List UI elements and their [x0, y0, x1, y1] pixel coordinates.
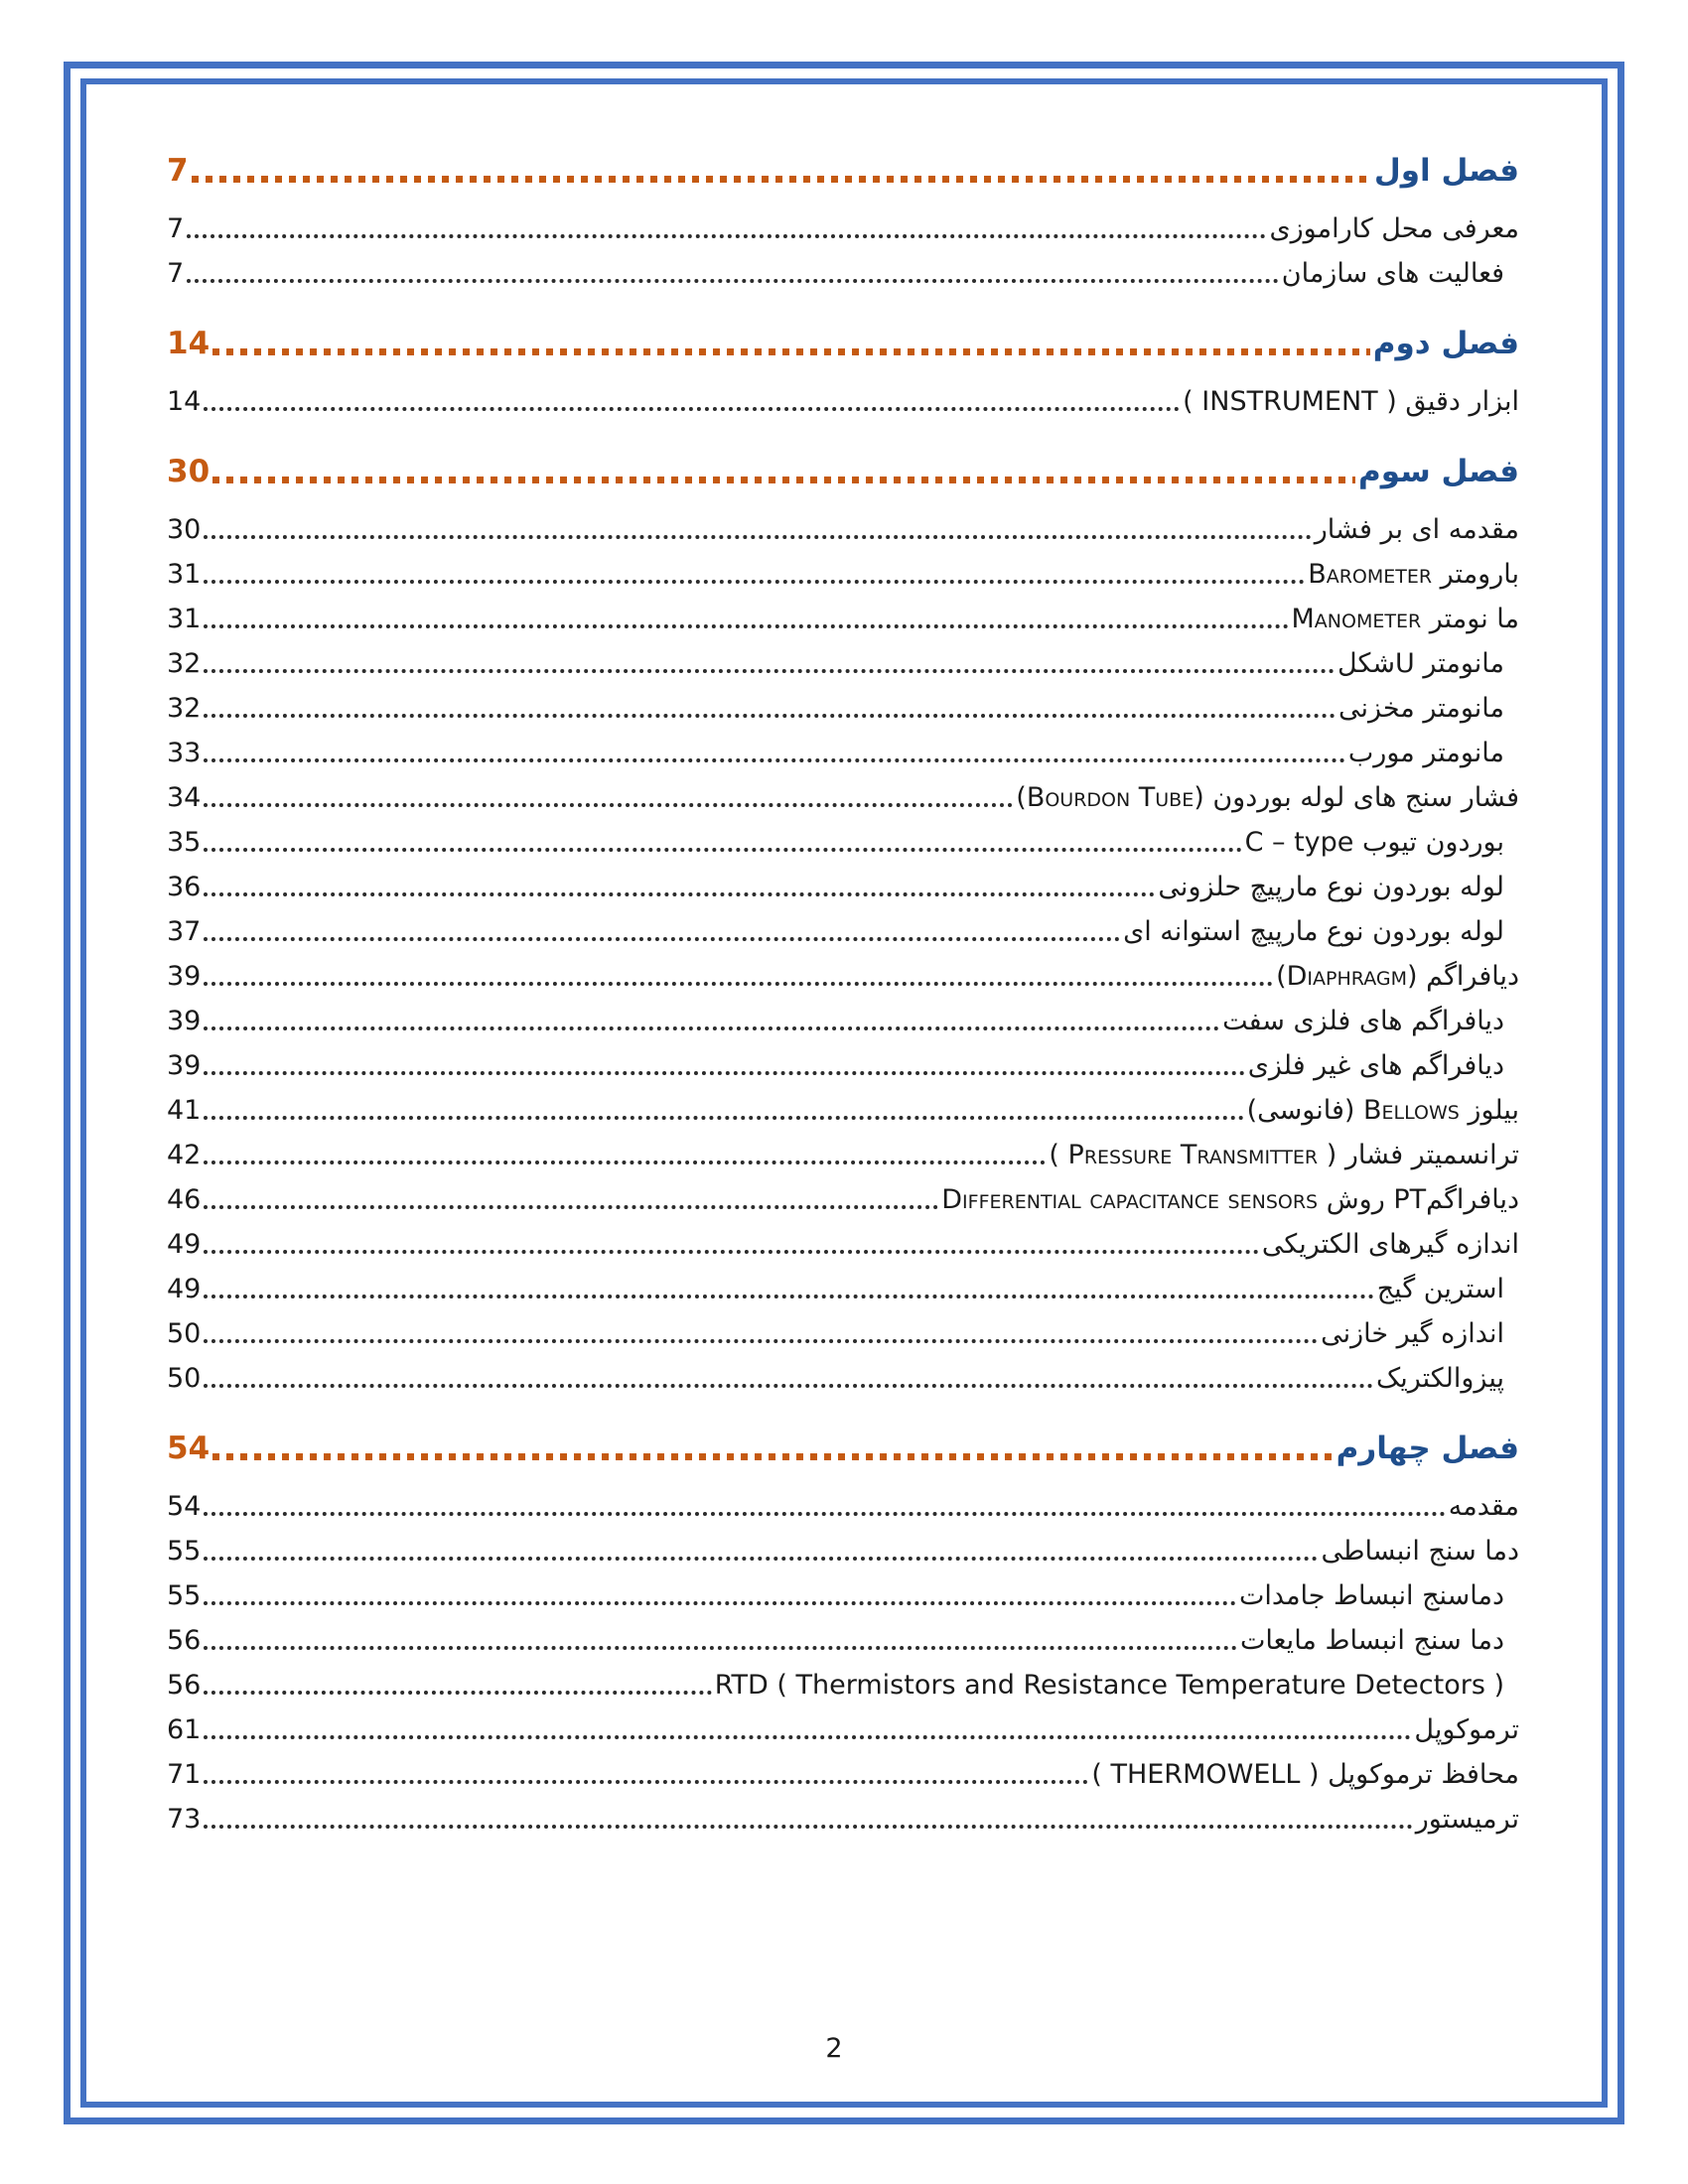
- toc-chapter-row[interactable]: [167, 149, 1519, 193]
- toc-entry-title: استرین گیج: [1376, 1274, 1504, 1304]
- toc-entry-row[interactable]: [167, 256, 1519, 292]
- toc-entry-title: مانومتر مورب: [1347, 738, 1504, 768]
- toc-entry-row[interactable]: [167, 602, 1519, 637]
- toc-entry-title: مانومتر Uشکل: [1337, 648, 1504, 679]
- toc-dot-leader: [212, 477, 1355, 483]
- toc-entry-title: اندازه گیر خازنی: [1321, 1318, 1504, 1349]
- toc-entry-row[interactable]: [167, 1712, 1519, 1748]
- toc-entry-title: پیزوالکتریک: [1376, 1363, 1504, 1394]
- toc-dot-leader: [192, 176, 1371, 183]
- toc-entry-title: دیافراگم های غیر فلزی: [1247, 1050, 1504, 1081]
- toc-page-number: 36: [167, 872, 202, 902]
- toc-page-number: 30: [167, 454, 211, 489]
- toc-entry-title: دیافراگم های فلزی سفت: [1222, 1006, 1504, 1036]
- toc-page-number: 31: [167, 604, 202, 634]
- toc-page-number: 35: [167, 827, 202, 858]
- toc-page-number: 7: [167, 213, 185, 244]
- toc-entry-row[interactable]: [167, 1316, 1519, 1352]
- toc-page-number: 7: [167, 258, 185, 289]
- toc-page-number: 39: [167, 1006, 202, 1036]
- toc-entry-title: محافظ ترموکوپل ( THERMOWELL ): [1091, 1759, 1519, 1790]
- toc-entry-title: RTD ( Thermistors and Resistance Temperature Detectors ): [714, 1670, 1504, 1701]
- toc-entry-title: ترمیستور: [1415, 1804, 1519, 1835]
- toc-entry-row[interactable]: [167, 870, 1519, 905]
- toc-page-number: 42: [167, 1140, 202, 1170]
- toc-page-number: 55: [167, 1580, 202, 1611]
- toc-page-number: 31: [167, 559, 202, 590]
- toc-page-number: 33: [167, 738, 202, 768]
- toc-entry-row[interactable]: [167, 1272, 1519, 1307]
- toc-dot-leader: [204, 1339, 1318, 1343]
- toc-entry-row[interactable]: [167, 1668, 1519, 1704]
- toc-entry-row[interactable]: [167, 1534, 1519, 1570]
- toc-chapter-title: فصل چهارم: [1336, 1431, 1519, 1466]
- toc-dot-leader: [204, 580, 1305, 584]
- toc-page-number: 46: [167, 1184, 202, 1215]
- toc-page-number: 14: [167, 386, 202, 417]
- toc-chapter-title: فصل اول: [1373, 153, 1519, 189]
- toc-dot-leader: [204, 1735, 1411, 1739]
- toc-entry-row[interactable]: [167, 736, 1519, 771]
- toc-dot-leader: [204, 1026, 1219, 1030]
- toc-chapter-title: فصل دوم: [1372, 326, 1519, 361]
- toc-entry-title: ترموکوپل: [1414, 1714, 1519, 1745]
- toc-entry-title: بارومتر Barometer: [1308, 559, 1519, 590]
- toc-dot-leader: [204, 1691, 711, 1695]
- toc-dot-leader: [204, 1250, 1258, 1254]
- toc-dot-leader: [204, 1557, 1318, 1561]
- toc-dot-leader: [204, 758, 1345, 762]
- toc-entry-row[interactable]: [167, 1361, 1519, 1397]
- toc-entry-row[interactable]: [167, 1004, 1519, 1039]
- toc-page-number: 41: [167, 1095, 202, 1126]
- toc-entry-title: دما سنج انبساط مایعات: [1240, 1625, 1504, 1656]
- toc-entry-title: مقدمه ای بر فشار: [1314, 514, 1519, 545]
- toc-page-number: 56: [167, 1670, 202, 1701]
- toc-entry-row[interactable]: [167, 1489, 1519, 1525]
- toc-page-number: 32: [167, 648, 202, 679]
- toc-dot-leader: [204, 1646, 1237, 1650]
- toc-dot-leader: [187, 234, 1266, 238]
- toc-page-number: 73: [167, 1804, 202, 1835]
- toc-entry-title: ما نومتر Manometer: [1291, 604, 1519, 634]
- toc-dot-leader: [204, 803, 1013, 807]
- toc-entry-row[interactable]: [167, 825, 1519, 861]
- toc-entry-row[interactable]: [167, 1227, 1519, 1263]
- toc-chapter-row[interactable]: [167, 322, 1519, 365]
- toc-page-number: 71: [167, 1759, 202, 1790]
- toc-dot-leader: [204, 1384, 1373, 1388]
- toc-page-number: 30: [167, 514, 202, 545]
- toc-entry-row[interactable]: [167, 1757, 1519, 1793]
- toc-page-number: 49: [167, 1229, 202, 1260]
- toc-entry-title: مقدمه: [1448, 1491, 1519, 1522]
- toc-page-number: 54: [167, 1431, 211, 1466]
- toc-dot-leader: [204, 1780, 1088, 1784]
- toc-entry-row[interactable]: [167, 384, 1519, 420]
- toc-entry-row[interactable]: [167, 780, 1519, 816]
- toc-page-number: 37: [167, 916, 202, 947]
- toc-chapter-row[interactable]: [167, 450, 1519, 493]
- toc-dot-leader: [204, 1825, 1412, 1829]
- toc-entry-title: ترانسمیتر فشار ( Pressure Transmitter ): [1049, 1140, 1519, 1170]
- toc-entry-row[interactable]: [167, 1578, 1519, 1614]
- toc-entry-row[interactable]: [167, 914, 1519, 950]
- toc-entry-title: لوله بوردون نوع مارپیچ حلزونی: [1158, 872, 1504, 902]
- toc-dot-leader: [204, 535, 1311, 539]
- toc-dot-leader: [187, 279, 1279, 283]
- toc-entry-title: بیلوز Bellows (فانوسی): [1246, 1095, 1519, 1126]
- toc-page-number: 39: [167, 1050, 202, 1081]
- toc-dot-leader: [204, 848, 1241, 852]
- toc-dot-leader: [204, 624, 1288, 628]
- toc-entry-row[interactable]: [167, 691, 1519, 727]
- toc-entry-title: لوله بوردون نوع مارپیچ استوانه ای: [1123, 916, 1504, 947]
- toc-entry-row[interactable]: [167, 1138, 1519, 1173]
- toc-entry-title: بوردون تیوب C – type: [1244, 827, 1504, 858]
- toc-entry-row[interactable]: [167, 1182, 1519, 1218]
- toc-entry-title: مانومتر مخزنی: [1337, 693, 1504, 724]
- toc-page-number: 56: [167, 1625, 202, 1656]
- toc-page-number: 39: [167, 961, 202, 992]
- toc-page-number: 55: [167, 1536, 202, 1567]
- toc-entry-row[interactable]: [167, 211, 1519, 247]
- toc-entry-row[interactable]: [167, 1802, 1519, 1838]
- toc-entry-row[interactable]: [167, 646, 1519, 682]
- toc-page-number: 7: [167, 153, 189, 189]
- toc-entry-row[interactable]: [167, 1623, 1519, 1659]
- toc-dot-leader: [204, 407, 1180, 411]
- toc-dot-leader: [204, 1601, 1236, 1605]
- toc-dot-leader: [204, 982, 1273, 986]
- toc-dot-leader: [212, 1453, 1334, 1460]
- toc-entry-title: دیافراگم (Diaphragm): [1276, 961, 1519, 992]
- toc-entry-title: فشار سنج های لوله بوردون (Bourdon Tube): [1016, 782, 1519, 813]
- toc-page-number: 49: [167, 1274, 202, 1304]
- toc-entry-title: معرفی محل کاراموزی: [1269, 213, 1519, 244]
- toc-dot-leader: [204, 937, 1120, 941]
- toc-page-number: 50: [167, 1363, 202, 1394]
- toc-entry-row[interactable]: [167, 1093, 1519, 1129]
- toc-page-number: 54: [167, 1491, 202, 1522]
- toc-dot-leader: [204, 1071, 1244, 1075]
- toc-dot-leader: [204, 669, 1335, 673]
- toc-entry-row[interactable]: [167, 1048, 1519, 1084]
- toc-page-number: 32: [167, 693, 202, 724]
- toc-page-number: 14: [167, 326, 211, 361]
- toc-entry-title: دیافراگمPT روش Differential capacitance sensors: [941, 1184, 1519, 1215]
- toc-dot-leader: [204, 892, 1155, 896]
- toc-dot-leader: [204, 714, 1336, 718]
- page-number: 2: [825, 2033, 843, 2064]
- toc-entry-row[interactable]: [167, 512, 1519, 548]
- toc-dot-leader: [212, 348, 1370, 355]
- toc-entry-title: اندازه گیرهای الکتریکی: [1261, 1229, 1519, 1260]
- toc-entry-title: دما سنج انبساطی: [1321, 1536, 1519, 1567]
- toc-dot-leader: [204, 1205, 938, 1209]
- table-of-contents: [167, 149, 1519, 1846]
- toc-chapter-row[interactable]: [167, 1427, 1519, 1470]
- toc-entry-title: دماسنج انبساط جامدات: [1239, 1580, 1504, 1611]
- toc-dot-leader: [204, 1160, 1046, 1164]
- toc-dot-leader: [204, 1512, 1445, 1516]
- toc-entry-row[interactable]: [167, 557, 1519, 593]
- toc-page-number: 34: [167, 782, 202, 813]
- toc-page-number: 50: [167, 1318, 202, 1349]
- toc-dot-leader: [204, 1116, 1243, 1120]
- toc-chapter-title: فصل سوم: [1358, 454, 1519, 489]
- toc-page-number: 61: [167, 1714, 202, 1745]
- toc-entry-row[interactable]: [167, 959, 1519, 995]
- toc-entry-title: ابزار دقیق ( INSTRUMENT ): [1183, 386, 1519, 417]
- toc-dot-leader: [204, 1295, 1373, 1298]
- toc-entry-title: فعالیت های سازمان: [1281, 258, 1504, 289]
